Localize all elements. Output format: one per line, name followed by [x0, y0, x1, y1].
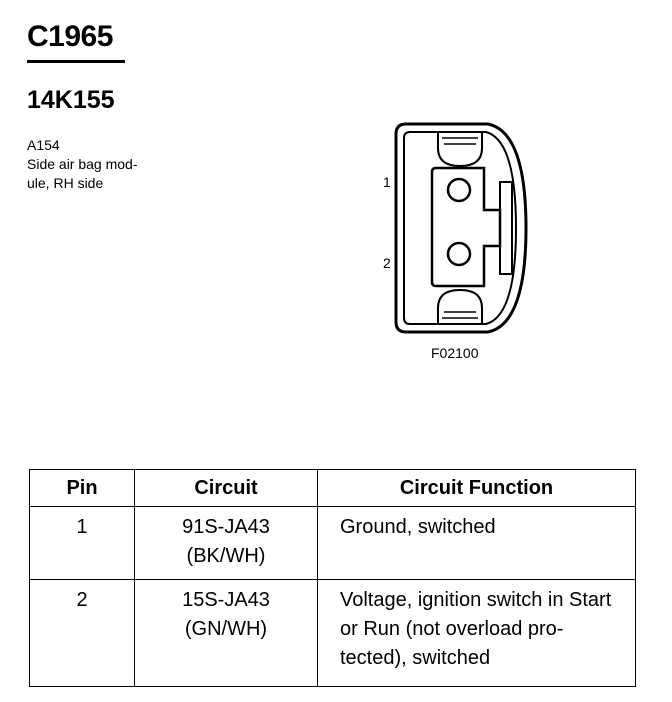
table-row: [30, 507, 636, 580]
header-pin: Pin: [30, 470, 135, 507]
pin-label-2: 2: [383, 255, 391, 271]
connector-id-title: C1965: [27, 20, 113, 53]
terminal-cavity-body: [432, 168, 500, 286]
function-line: or Run (not overload pro-: [340, 618, 564, 640]
cell-pin: 2: [30, 580, 135, 687]
description-line: ule, RH side: [27, 175, 104, 191]
cell-pin: 1: [30, 507, 135, 580]
pin-label-1: 1: [383, 174, 391, 190]
part-number: 14K155: [27, 86, 115, 114]
connector-face-diagram: [392, 118, 532, 338]
top-latch-tab: [438, 132, 482, 166]
pin-function-table: [29, 469, 636, 687]
terminal-1-socket: [448, 179, 470, 201]
cell-function: [318, 507, 636, 580]
cell-circuit: [135, 507, 318, 580]
circuit-number: 15S-JA43: [182, 589, 270, 611]
header-circuit-function: Circuit Function: [318, 470, 636, 507]
connector-description: [27, 136, 138, 193]
bottom-latch-tab: [438, 290, 482, 324]
circuit-color: (BK/WH): [186, 545, 266, 567]
table-header-row: [30, 470, 636, 507]
side-keyway: [500, 182, 512, 274]
terminal-2-socket: [448, 243, 470, 265]
cell-function: [318, 580, 636, 687]
circuit-number: 91S-JA43: [182, 516, 270, 538]
figure-code: F02100: [431, 345, 479, 361]
table-row: [30, 580, 636, 687]
title-underline: [27, 60, 125, 63]
function-line: tected), switched: [340, 647, 491, 669]
function-line: Ground, switched: [340, 516, 496, 538]
description-line: Side air bag mod-: [27, 156, 138, 172]
description-line: A154: [27, 137, 60, 153]
cell-circuit: [135, 580, 318, 687]
circuit-color: (GN/WH): [184, 618, 268, 640]
function-line: Voltage, ignition switch in Start: [340, 589, 612, 611]
header-circuit: Circuit: [135, 470, 318, 507]
